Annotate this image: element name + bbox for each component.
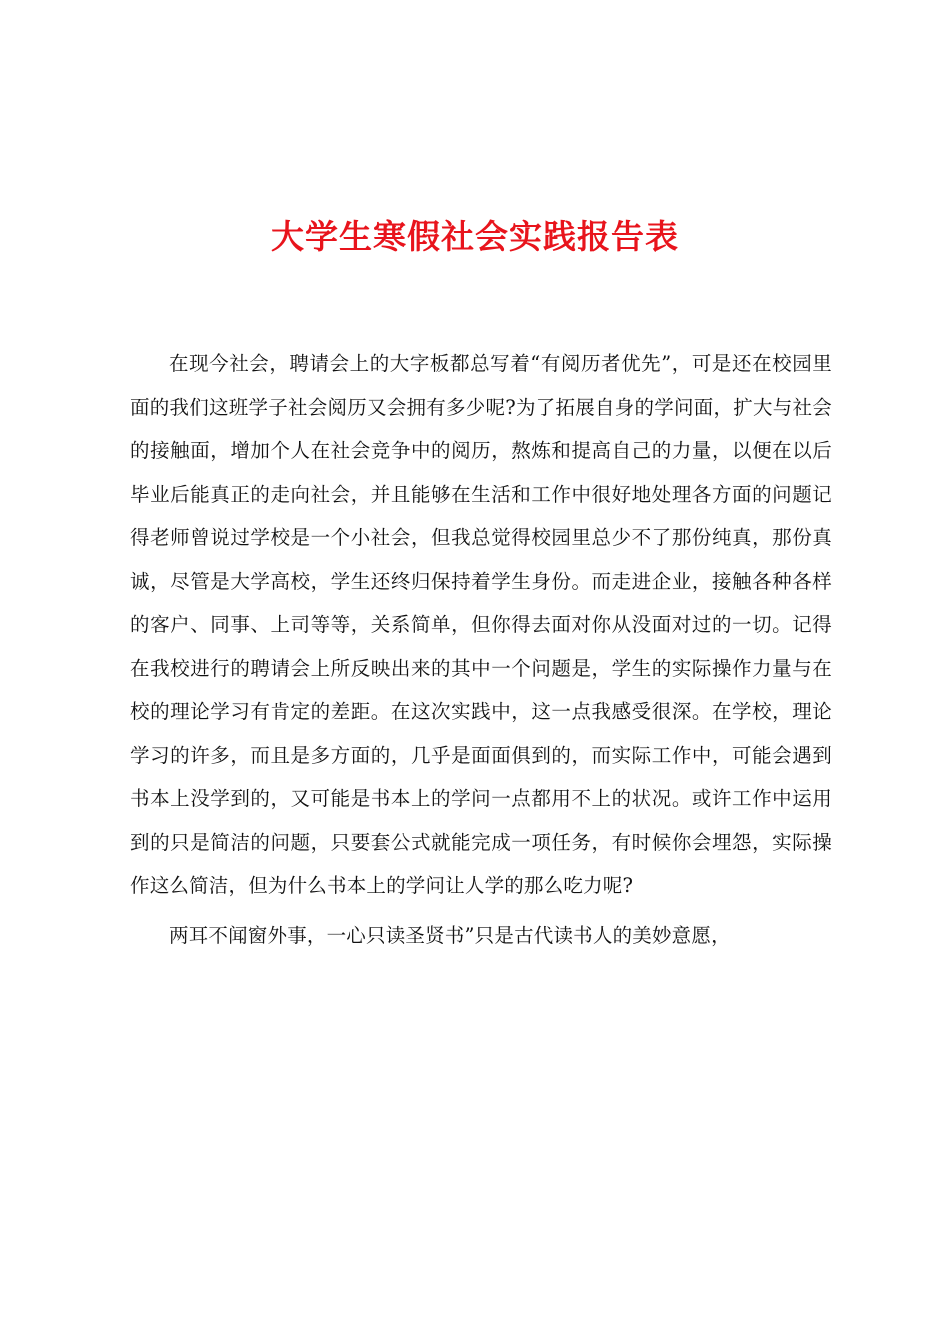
paragraph-2: 两耳不闻窗外事，一心只读圣贤书”只是古代读书人的美妙意愿， bbox=[169, 923, 731, 947]
paragraph-1: 在现今社会，聘请会上的大字板都总写着“有阅历者优先”，可是还在校园里面的我们这班学子社会阅历又会拥有多少呢?为了拓展自身的学问面，扩大与社会的接触面，增加个人在社会竞争中的阅历，熬炼和提高自己的力量，以便在以后毕业后能真正的走向社会，并且能够在生活和工作中很好地处理各方面的问题记得老师曾说过学校是一个小社会，但我总觉得校园里总少不了那份纯真，那份真诚，尽管是大学高校，学生还终归保持着学生身份。而走进企业，接触各种各样的客户、同事、上司等等，关系简单，但你得去面对你从没面对过的一切。记得在我校进行的聘请会上所反映出来的其中一个问题是，学生的实际操作力量与在校的理论学习有肯定的差距。在这次实践中，这一点我感受很深。在学校，理论学习的许多，而且是多方面的，几乎是面面俱到的，而实际工作中，可能会遇到书本上没学到的，又可能是书本上的学问一点都用不上的状况。或许工作中运用到的只是简洁的问题，只要套公式就能完成一项任务，有时候你会埋怨，实际操作这么简洁，但为什么书本上的学问让人学的那么吃力呢? bbox=[130, 352, 832, 897]
document-body bbox=[130, 342, 832, 957]
document-title: 大学生寒假社会实践报告表 bbox=[271, 217, 679, 256]
